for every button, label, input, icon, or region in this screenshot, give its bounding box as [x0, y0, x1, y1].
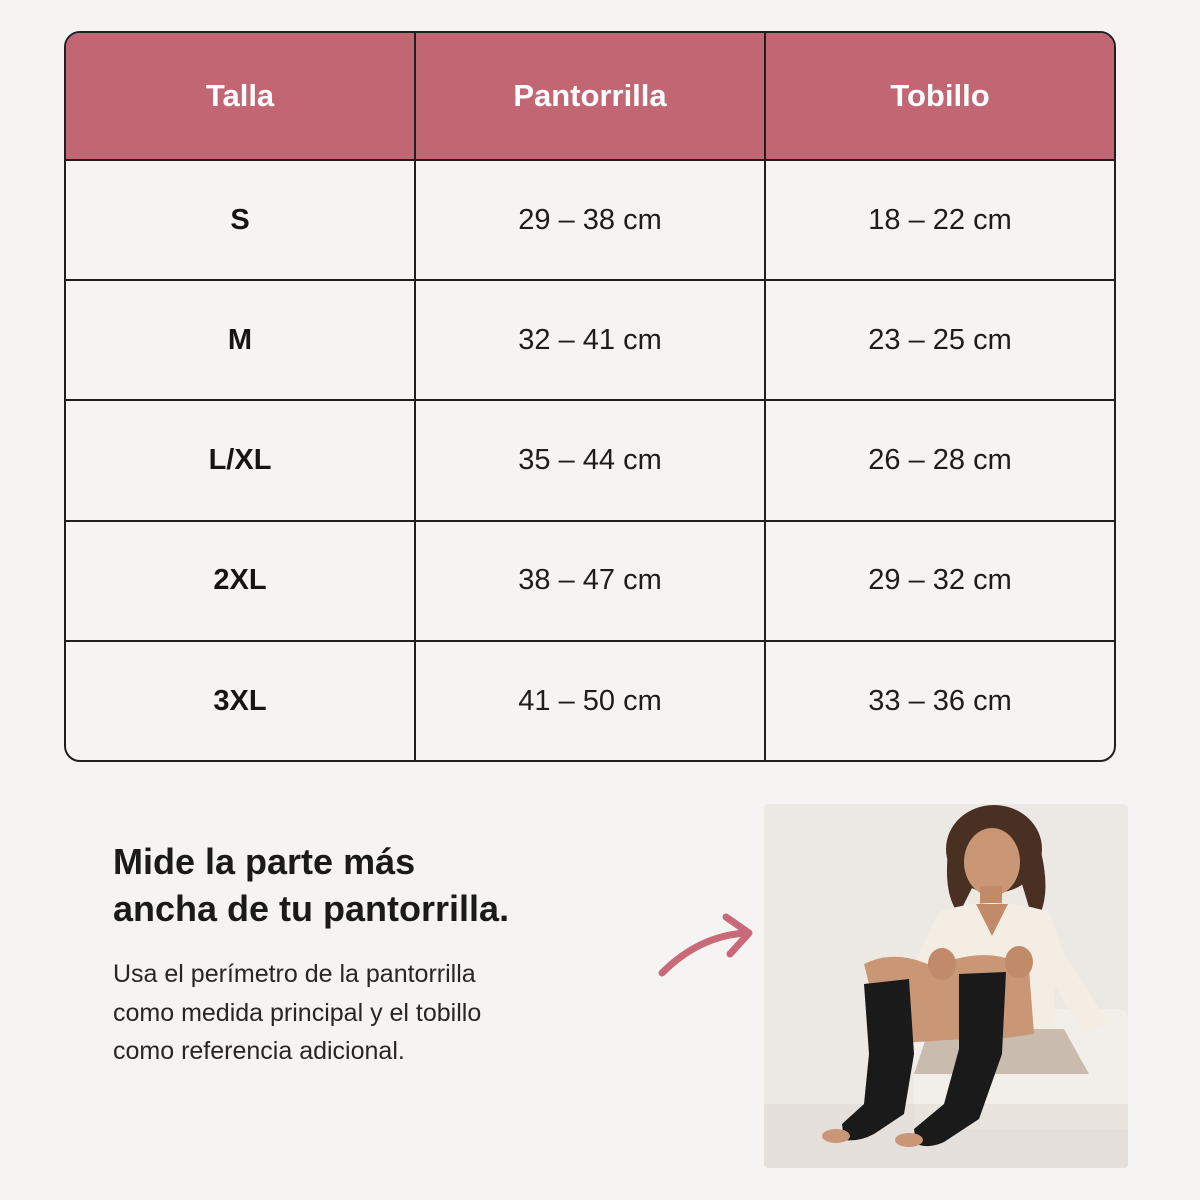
woman-wearing-compression-socks-photo	[764, 804, 1128, 1168]
size-chart-table	[64, 31, 1116, 762]
ankle-cell: 33 – 36 cm	[868, 685, 1012, 718]
heading-line: Mide la parte más	[113, 841, 416, 882]
table-row	[66, 281, 1114, 401]
calf-cell: 35 – 44 cm	[416, 401, 766, 519]
table-header-row	[66, 33, 1114, 161]
size-cell: 3XL	[66, 642, 416, 762]
header-calf: Pantorrilla	[416, 33, 766, 159]
ankle-cell: 26 – 28 cm	[868, 443, 1012, 476]
calf-cell: 38 – 47 cm	[416, 522, 766, 640]
curved-arrow-icon	[650, 905, 762, 985]
calf-cell: 32 – 41 cm	[416, 281, 766, 399]
measure-instruction-heading	[113, 838, 573, 932]
ankle-cell: 18 – 22 cm	[868, 203, 1012, 236]
table-row	[66, 522, 1114, 642]
table-row	[66, 642, 1114, 762]
size-cell: M	[66, 281, 416, 399]
size-cell: S	[66, 161, 416, 279]
body-line: Usa el perímetro de la pantorrilla	[113, 960, 476, 988]
heading-line: ancha de tu pantorrilla.	[113, 888, 510, 929]
measure-instruction-text	[113, 955, 543, 1071]
calf-cell: 41 – 50 cm	[416, 642, 766, 762]
calf-cell: 29 – 38 cm	[416, 161, 766, 279]
table-row	[66, 161, 1114, 281]
size-cell: L/XL	[66, 401, 416, 519]
body-line: como medida principal y el tobillo	[113, 998, 482, 1027]
size-cell: 2XL	[66, 522, 416, 640]
header-size: Talla	[66, 33, 416, 159]
body-line: como referencia adicional.	[113, 1037, 405, 1065]
ankle-cell: 29 – 32 cm	[868, 564, 1012, 597]
ankle-cell: 23 – 25 cm	[868, 323, 1012, 356]
header-ankle: Tobillo	[890, 78, 990, 113]
table-row	[66, 401, 1114, 521]
